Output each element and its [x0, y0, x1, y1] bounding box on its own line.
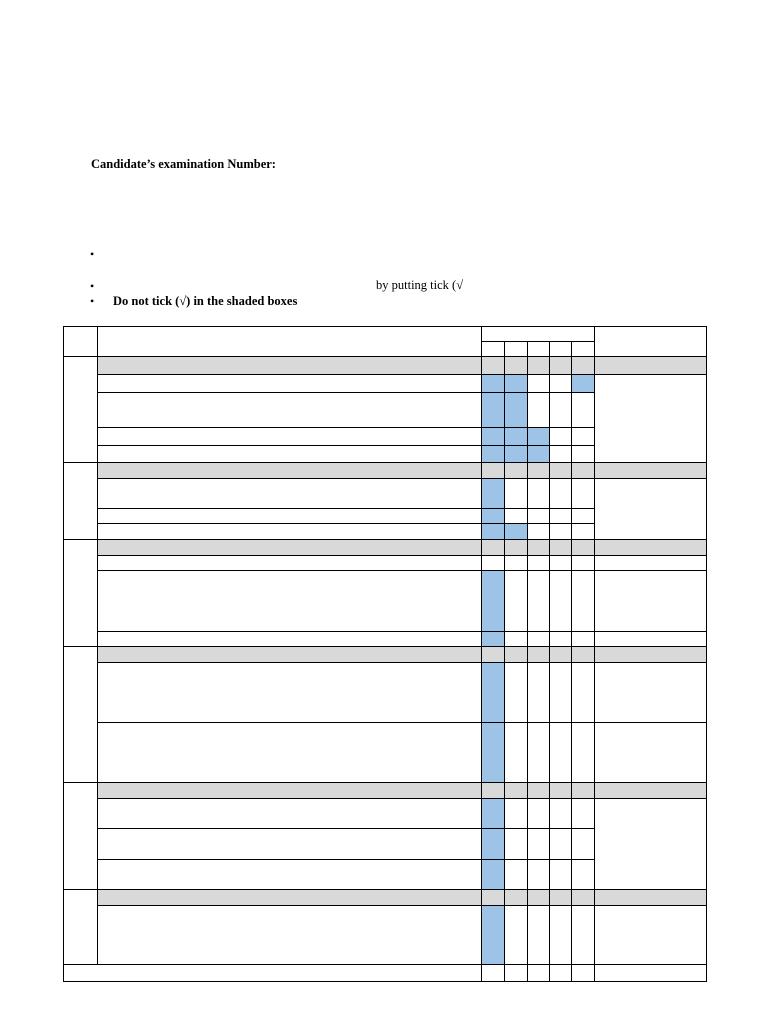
- candidate-number-label: Candidate’s examination Number:: [91, 157, 276, 171]
- shaded-cell: [482, 905, 504, 964]
- section-band-5: [97, 782, 706, 798]
- shaded-cell: [482, 798, 504, 889]
- instruction-tick-text: by putting tick (√: [376, 278, 464, 292]
- shaded-cell: [482, 570, 504, 646]
- shaded-cell: [482, 478, 504, 523]
- section-band-4: [97, 646, 706, 662]
- section-band-1: [97, 357, 706, 375]
- bullet-1: •: [90, 247, 95, 261]
- section-band-3: [97, 539, 706, 555]
- instruction-shaded-warning: Do not tick (√) in the shaded boxes: [113, 294, 298, 308]
- shaded-cell: [572, 375, 594, 392]
- section-band-6: [97, 889, 706, 905]
- bullet-3: •: [90, 294, 95, 308]
- bullet-2: •: [90, 279, 95, 293]
- section-band-2: [97, 462, 706, 478]
